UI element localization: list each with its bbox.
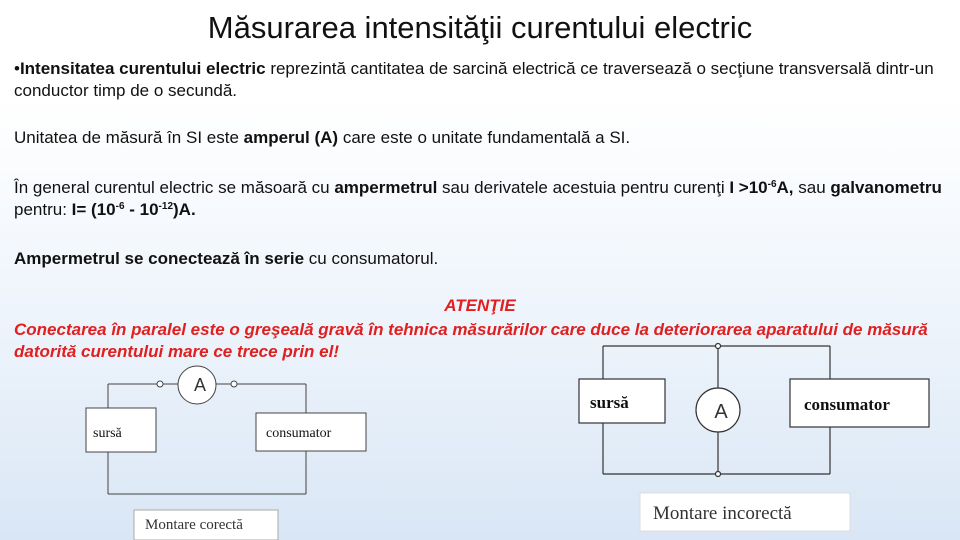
definition-text: reprezintă cantitatea de sarcină electrică ce traversează o secţiune transversală dintr-un conductor timp de o secundă. [14,59,934,100]
bullet: • [14,59,20,78]
meas-text-a: În general curentul electric se măsoară cu [14,178,335,197]
current-threshold: I >10 [729,178,768,197]
warning-title: ATENŢIE [444,296,516,315]
correct-caption: Montare corectă [145,517,243,533]
exp-1: -6 [767,179,777,190]
page-title: Măsurarea intensităţii curentului electric [207,10,753,45]
source-label-incorrect: sursă [590,393,629,412]
warning-text: Conectarea în paralel este o greşeală gravă în tehnica măsurărilor care duce la deteriorarea aparatului de măsură datorită curentului mare ce trece prin el! [14,320,928,361]
unit-text-a: Unitatea de măsură în SI este [14,128,244,147]
unit-text-b: care este o unitate fundamentală a SI. [338,128,631,147]
ammeter-label: A [193,375,207,395]
exp-3: -12 [158,201,173,212]
current-unit: A, [776,178,794,197]
load-label: consumator [266,426,332,441]
meas-text-c: sau [793,178,831,197]
definition-term: Intensitatea curentului electric [19,59,266,78]
incorrect-caption: Montare incorectă [653,503,792,524]
load-label-incorrect: consumator [804,395,890,414]
ammeter-label-incorrect: A [714,401,728,423]
terminal-dot [231,381,237,387]
meas-text-b: sau derivatele acestuia pentru curenţi [437,178,730,197]
ammeter-term: ampermetrul [334,178,438,197]
galvanometer-term: galvanometru [830,178,942,197]
range-start: I= (10 [71,200,116,219]
exp-2: -6 [115,201,125,212]
range-mid: - 10 [124,200,159,219]
range-end: )A. [173,200,196,219]
unit-name: amperul (A) [243,128,339,147]
meas-text-d: pentru: [14,200,72,219]
terminal-dot [157,381,163,387]
series-text: cu consumatorul. [304,249,439,268]
series-rule: Ampermetrul se conectează în serie [14,249,305,268]
source-label: sursă [93,426,122,441]
